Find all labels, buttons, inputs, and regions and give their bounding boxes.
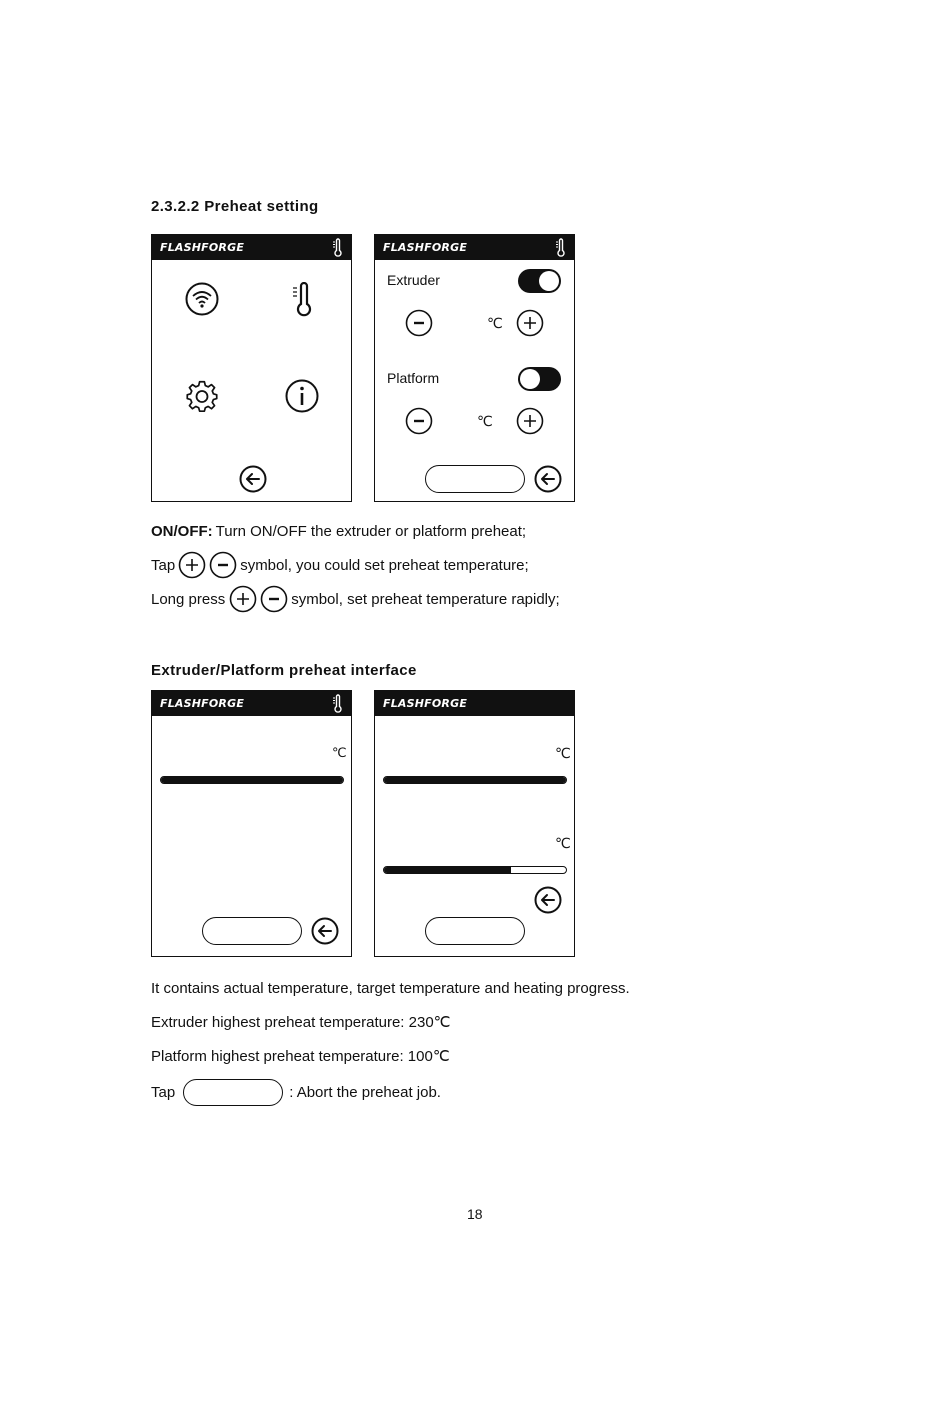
- thermometer-icon[interactable]: [332, 238, 344, 258]
- extruder-degree-unit: ℃: [487, 316, 503, 332]
- toggle-knob: [539, 271, 559, 291]
- contains-note: It contains actual temperature, target temperature and heating progress.: [151, 979, 630, 997]
- abort-prefix: Tap: [151, 1083, 176, 1101]
- long-text: symbol, set preheat temperature rapidly;: [291, 590, 560, 608]
- minus-icon: [260, 585, 288, 613]
- abort-button[interactable]: [425, 917, 525, 945]
- interface-heading: Extruder/Platform preheat interface: [151, 662, 417, 679]
- platform-plus-button[interactable]: [516, 407, 544, 435]
- tap-prefix: Tap: [151, 556, 176, 574]
- platform-toggle[interactable]: [518, 367, 561, 391]
- onoff-label: ON/OFF:: [151, 522, 213, 540]
- progress-fill: [161, 777, 343, 783]
- abort-button[interactable]: [202, 917, 302, 945]
- extruder-degree-unit: ℃: [555, 746, 571, 762]
- back-arrow-icon[interactable]: [534, 465, 562, 493]
- onoff-text: Turn ON/OFF the extruder or platform preheat;: [215, 522, 527, 540]
- tap-note: [151, 551, 529, 579]
- platform-max-note: Platform highest preheat temperature: 100℃: [151, 1048, 450, 1065]
- preheat-screen: [374, 234, 575, 502]
- single-status-screen: [151, 690, 352, 957]
- screen-header: [375, 691, 574, 716]
- extruder-toggle[interactable]: [518, 269, 561, 293]
- back-arrow-icon[interactable]: [311, 917, 339, 945]
- brand-logo: FLASHFORGE: [160, 697, 245, 710]
- extruder-minus-button[interactable]: [405, 309, 433, 337]
- long-prefix: Long press: [151, 590, 226, 608]
- abort-text: : Abort the preheat job.: [289, 1083, 441, 1101]
- gear-icon[interactable]: [185, 379, 219, 413]
- wifi-icon[interactable]: [185, 282, 219, 316]
- plus-icon: [178, 551, 206, 579]
- page-number: 18: [467, 1206, 483, 1222]
- plus-icon: [229, 585, 257, 613]
- brand-logo: FLASHFORGE: [160, 241, 245, 254]
- abort-note: [151, 1077, 441, 1107]
- platform-degree-unit: ℃: [477, 414, 493, 430]
- minus-icon: [209, 551, 237, 579]
- onoff-note: [151, 521, 526, 541]
- abort-button-symbol: [183, 1079, 283, 1106]
- thermometer-icon[interactable]: [555, 238, 567, 258]
- extruder-progress-bar: [383, 776, 567, 784]
- platform-degree-unit: ℃: [555, 836, 571, 852]
- progress-fill: [384, 867, 511, 873]
- screen-header: [152, 235, 351, 260]
- brand-logo: FLASHFORGE: [383, 697, 468, 710]
- extruder-label: Extruder: [387, 272, 440, 288]
- back-arrow-icon[interactable]: [239, 465, 267, 493]
- toggle-knob: [520, 369, 540, 389]
- long-press-note: [151, 585, 560, 613]
- thermometer-icon[interactable]: [291, 282, 313, 318]
- platform-progress-bar: [383, 866, 567, 874]
- extruder-max-note: Extruder highest preheat temperature: 230℃: [151, 1014, 451, 1031]
- brand-logo: FLASHFORGE: [383, 241, 468, 254]
- screen-header: [152, 691, 351, 716]
- heating-progress-bar: [160, 776, 344, 784]
- extruder-plus-button[interactable]: [516, 309, 544, 337]
- thermometer-icon[interactable]: [332, 694, 344, 714]
- platform-label: Platform: [387, 370, 440, 386]
- progress-fill: [384, 777, 566, 783]
- tap-text: symbol, you could set preheat temperature;: [240, 556, 529, 574]
- dual-status-screen: [374, 690, 575, 957]
- back-arrow-icon[interactable]: [534, 886, 562, 914]
- platform-minus-button[interactable]: [405, 407, 433, 435]
- info-icon[interactable]: [285, 379, 319, 413]
- screen-header: [375, 235, 574, 260]
- degree-unit: ℃: [332, 746, 347, 761]
- section-title: 2.3.2.2 Preheat setting: [151, 198, 319, 215]
- start-button[interactable]: [425, 465, 525, 493]
- menu-screen: [151, 234, 352, 502]
